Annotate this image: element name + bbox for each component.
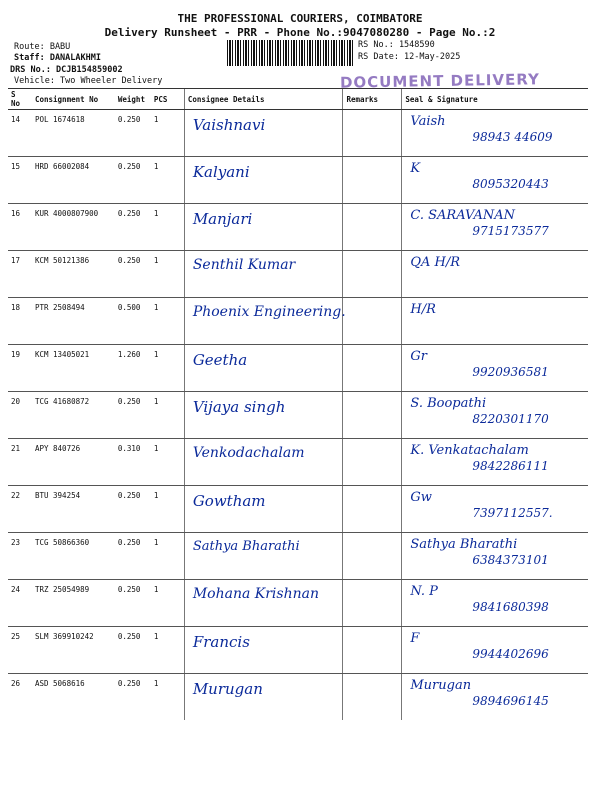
row-consignment-no: KUR 4000807900 [32, 204, 115, 251]
col-consignment: Consignment No [32, 89, 115, 110]
table-header-row [8, 89, 588, 110]
row-sno: 17 [8, 251, 32, 298]
consignee-handwritten-name: Manjari [192, 210, 253, 228]
row-pcs: 1 [151, 580, 184, 627]
phone-number: 8095320443 [472, 177, 549, 191]
row-pcs: 1 [151, 486, 184, 533]
col-consignee: Consignee Details [184, 89, 343, 110]
row-sno: 14 [8, 110, 32, 157]
row-consignee [184, 251, 343, 298]
signature-mark: Sathya Bharathi [410, 537, 518, 552]
row-consignment-no: BTU 394254 [32, 486, 115, 533]
row-remarks [343, 486, 402, 533]
company-title: THE PROFESSIONAL COURIERS, COIMBATORE [177, 12, 423, 25]
row-weight: 0.250 [115, 392, 151, 439]
consignee-handwritten-name: Kalyani [192, 163, 250, 181]
row-consignment-no: ASD 5068616 [34, 679, 85, 688]
col-remarks: Remarks [343, 89, 402, 110]
row-weight: 0.250 [115, 486, 151, 533]
row-remarks [343, 110, 402, 157]
row-consignee [184, 110, 343, 157]
row-pcs: 1 [151, 251, 184, 298]
consignee-handwritten-name: Senthil Kumar [192, 257, 296, 273]
col-seal-signature: Seal & Signature [402, 89, 588, 110]
col-pcs: PCS [151, 89, 184, 110]
row-sno: 24 [8, 580, 32, 627]
phone-number: 8220301170 [472, 412, 549, 426]
consignee-handwritten-name: Phoenix Engineering. [192, 304, 346, 320]
rs-number: RS No.: 1548590 [358, 40, 435, 50]
table-row [8, 251, 588, 298]
row-signature [402, 157, 588, 204]
phone-number: 6384373101 [472, 553, 549, 567]
row-remarks [343, 157, 402, 204]
row-signature [402, 486, 588, 533]
row-consignment-no: POL 1674618 [32, 110, 115, 157]
row-signature [402, 533, 588, 580]
consignee-handwritten-name: Francis [192, 633, 250, 651]
row-sno: 19 [8, 345, 32, 392]
table-row [8, 345, 588, 392]
row-remarks [343, 345, 402, 392]
table-body [8, 110, 588, 721]
signature-mark: H/R [410, 302, 436, 317]
barcode [227, 40, 355, 66]
phone-number: 9842286111 [472, 459, 549, 473]
row-pcs: 1 [151, 439, 184, 486]
signature-mark: K [410, 161, 421, 176]
row-sno: 22 [8, 486, 32, 533]
row-consignee [184, 157, 343, 204]
row-signature [402, 439, 588, 486]
signature-mark: K. Venkatachalam [410, 443, 529, 458]
consignee-handwritten-name: Vaishnavi [192, 116, 266, 134]
phone-number: 9715173577 [472, 224, 549, 238]
row-consignee [184, 392, 343, 439]
row-remarks [343, 439, 402, 486]
table-row [8, 204, 588, 251]
table-row [8, 627, 588, 674]
phone-number: 7397112557. [472, 506, 553, 520]
row-remarks [343, 204, 402, 251]
signature-mark: Gw [410, 490, 432, 505]
row-consignee [184, 298, 346, 345]
table-row [8, 110, 588, 157]
signature-mark: Gr [410, 349, 427, 364]
row-sno: 15 [8, 157, 32, 204]
row-consignee [184, 204, 343, 251]
row-consignment-no: APY 840726 [32, 439, 115, 486]
row-remarks [343, 674, 402, 721]
row-consignment-no: TCG 41680872 [32, 392, 115, 439]
row-sno: 25 [8, 627, 32, 674]
row-consignee [184, 580, 343, 627]
row-pcs: 1 [151, 345, 184, 392]
row-sno: 18 [8, 298, 32, 345]
row-weight: 0.250 [115, 204, 151, 251]
row-weight: 1.260 [115, 345, 151, 392]
row-weight: 0.250 [115, 533, 151, 580]
table-row [8, 580, 588, 627]
signature-mark: QA H/R [410, 255, 461, 270]
row-pcs: 1 [151, 204, 184, 251]
row-remarks [343, 580, 402, 627]
row-weight: 0.310 [115, 439, 151, 486]
row-signature [402, 110, 588, 157]
row-remarks [343, 627, 402, 674]
row-signature [402, 392, 588, 439]
row-consignment-no: PTR 2508494 [32, 298, 115, 345]
drs-number: DRS No.: DCJB154859002 [10, 65, 123, 75]
table-row [8, 486, 588, 533]
row-pcs: 1 [151, 392, 184, 439]
row-pcs: 1 [153, 679, 159, 688]
row-sno: 23 [8, 533, 32, 580]
row-consignee [184, 345, 343, 392]
route-label: Route: BABU [14, 42, 71, 52]
rs-date: RS Date: 12-May-2025 [358, 52, 461, 62]
row-remarks [343, 533, 402, 580]
row-signature [402, 674, 588, 721]
consignee-handwritten-name: Murugan [192, 680, 263, 698]
row-sno: 21 [8, 439, 32, 486]
table-row [8, 533, 588, 580]
row-consignee [184, 439, 343, 486]
row-signature [402, 627, 588, 674]
consignee-handwritten-name: Mohana Krishnan [192, 586, 319, 602]
table-row [8, 298, 588, 345]
row-pcs: 1 [151, 298, 184, 345]
row-sno: 16 [8, 204, 32, 251]
consignee-handwritten-name: Sathya Bharathi [192, 539, 300, 554]
document-delivery-stamp: DOCUMENT DELIVERY [339, 70, 541, 92]
phone-number: 9841680398 [472, 600, 549, 614]
staff-label: Staff: DANALAKHMI [14, 53, 101, 63]
signature-mark: C. SARAVANAN [410, 208, 515, 223]
phone-number: 9920936581 [472, 365, 549, 379]
table-row [8, 392, 588, 439]
phone-number: 9894696145 [472, 694, 549, 708]
row-consignment-no: HRD 66002084 [32, 157, 115, 204]
table-row [8, 439, 588, 486]
row-weight: 0.250 [117, 679, 141, 688]
row-weight: 0.500 [115, 298, 151, 345]
row-sno: 20 [8, 392, 32, 439]
row-pcs: 1 [151, 533, 184, 580]
row-consignment-no: KCM 13405021 [32, 345, 115, 392]
row-remarks [343, 392, 402, 439]
consignee-handwritten-name: Venkodachalam [192, 445, 305, 461]
row-signature [402, 204, 588, 251]
signature-mark: F [410, 631, 420, 646]
row-consignment-no: KCM 50121386 [32, 251, 115, 298]
consignee-handwritten-name: Gowtham [192, 492, 266, 510]
row-consignee [184, 486, 343, 533]
signature-mark: Murugan [410, 678, 472, 693]
row-weight: 0.250 [115, 251, 151, 298]
row-signature [402, 251, 588, 298]
signature-mark: S. Boopathi [410, 396, 487, 411]
table-row [8, 157, 588, 204]
row-weight: 0.250 [115, 157, 151, 204]
row-signature [402, 345, 588, 392]
row-pcs: 1 [151, 110, 184, 157]
phone-number: 9944402696 [472, 647, 549, 661]
runsheet-subtitle: Delivery Runsheet - PRR - Phone No.:9047080280 - Page No.:2 [104, 26, 496, 39]
consignee-handwritten-name: Geetha [192, 351, 248, 369]
row-consignee [184, 674, 343, 721]
col-weight: Weight [115, 89, 151, 110]
row-sno: 26 [11, 679, 21, 688]
row-signature [402, 580, 588, 627]
row-weight: 0.250 [115, 627, 151, 674]
signature-mark: N. P [410, 584, 438, 599]
table-row [8, 674, 588, 721]
vehicle-label: Vehicle: Two Wheeler Delivery [14, 76, 163, 86]
row-consignment-no: SLM 369910242 [32, 627, 115, 674]
delivery-table [8, 88, 588, 720]
row-remarks [343, 251, 402, 298]
row-pcs: 1 [151, 157, 184, 204]
row-weight: 0.250 [115, 580, 151, 627]
row-signature [402, 298, 588, 345]
row-weight: 0.250 [115, 110, 151, 157]
phone-number: 98943 44609 [472, 130, 553, 144]
row-consignment-no: TRZ 25054989 [32, 580, 115, 627]
signature-mark: Vaish [410, 114, 446, 129]
row-consignment-no: TCG 50866360 [32, 533, 115, 580]
consignee-handwritten-name: Vijaya singh [192, 398, 286, 416]
row-remarks [343, 298, 402, 345]
col-sno: S No [8, 89, 32, 110]
row-consignee [184, 533, 343, 580]
row-consignee [184, 627, 343, 674]
row-pcs: 1 [151, 627, 184, 674]
